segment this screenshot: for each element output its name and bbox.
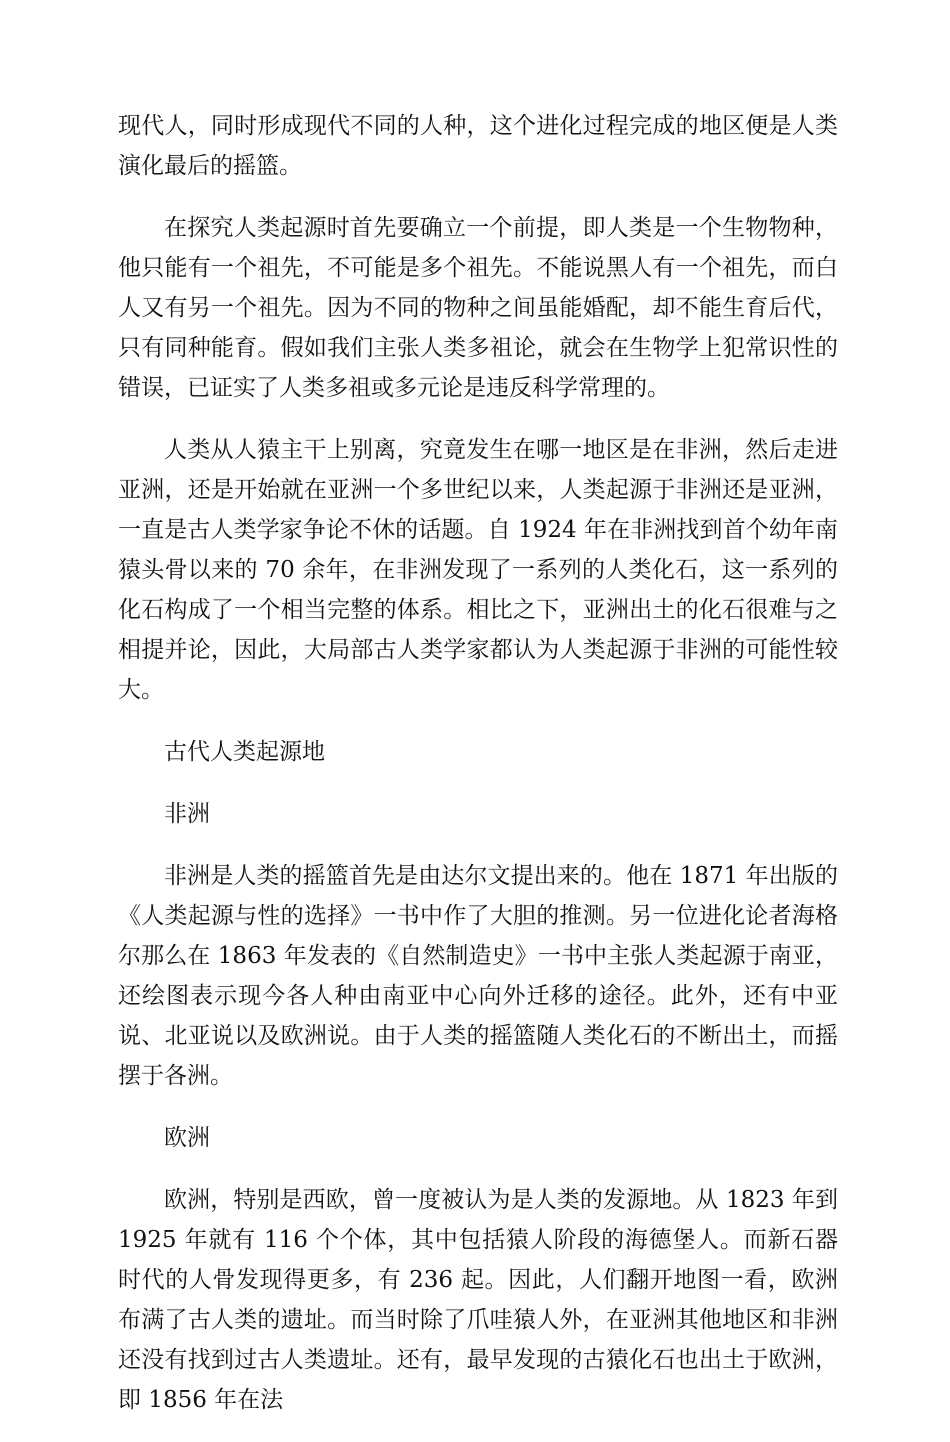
document-body xyxy=(118,106,838,1442)
paragraph-africa: 非洲是人类的摇篮首先是由达尔文提出来的。他在 1871 年出版的《人类起源与性的选择》一书中作了大胆的推测。另一位进化论者海格尔那么在 1863 年发表的《自然制造史》一书中主张人类起源于南亚，还绘图表示现今各人种由南亚中心向外迁移的途径。此外，还有中亚说、北亚说以及欧洲说。由于人类的摇篮随人类化石的不断出土，而摇摆于各洲。 xyxy=(118,863,838,1089)
section-heading-europe: 欧洲 xyxy=(164,1125,210,1151)
paragraph-africa-or-asia: 人类从人猿主干上别离，究竟发生在哪一地区是在非洲，然后走进亚洲，还是开始就在亚洲一个多世纪以来，人类起源于非洲还是亚洲，一直是古人类学家争论不休的话题。自 1924 年在非洲找到首个幼年南猿头骨以来的 70 余年，在非洲发现了一系列的人类化石，这一系列的化石构成了一个相当完整的体系。相比之下，亚洲出土的化石很难与之相提并论，因此，大局部古人类学家都认为人类起源于非洲的可能性较大。 xyxy=(118,437,838,703)
section-heading-africa: 非洲 xyxy=(164,801,210,827)
paragraph-single-ancestor: 在探究人类起源时首先要确立一个前提，即人类是一个生物物种，他只能有一个祖先，不可能是多个祖先。不能说黑人有一个祖先，而白人又有另一个祖先。因为不同的物种之间虽能婚配，却不能生育后代，只有同种能育。假如我们主张人类多祖论，就会在生物学上犯常识性的错误，已证实了人类多祖或多元论是违反科学常理的。 xyxy=(118,215,838,401)
section-heading-origin-places: 古代人类起源地 xyxy=(164,739,325,765)
paragraph-europe: 欧洲，特别是西欧，曾一度被认为是人类的发源地。从 1823 年到 1925 年就有 116 个个体，其中包括猿人阶段的海德堡人。而新石器时代的人骨发现得更多，有 236 起。因此，人们翻开地图一看，欧洲布满了古人类的遗址。而当时除了爪哇猿人外，在亚洲其他地区和非洲还没有找到过古人类遗址。还有，最早发现的古猿化石也出土于欧洲，即 1856 年在法 xyxy=(118,1187,838,1413)
paragraph-continued: 现代人，同时形成现代不同的人种，这个进化过程完成的地区便是人类演化最后的摇篮。 xyxy=(118,113,838,179)
